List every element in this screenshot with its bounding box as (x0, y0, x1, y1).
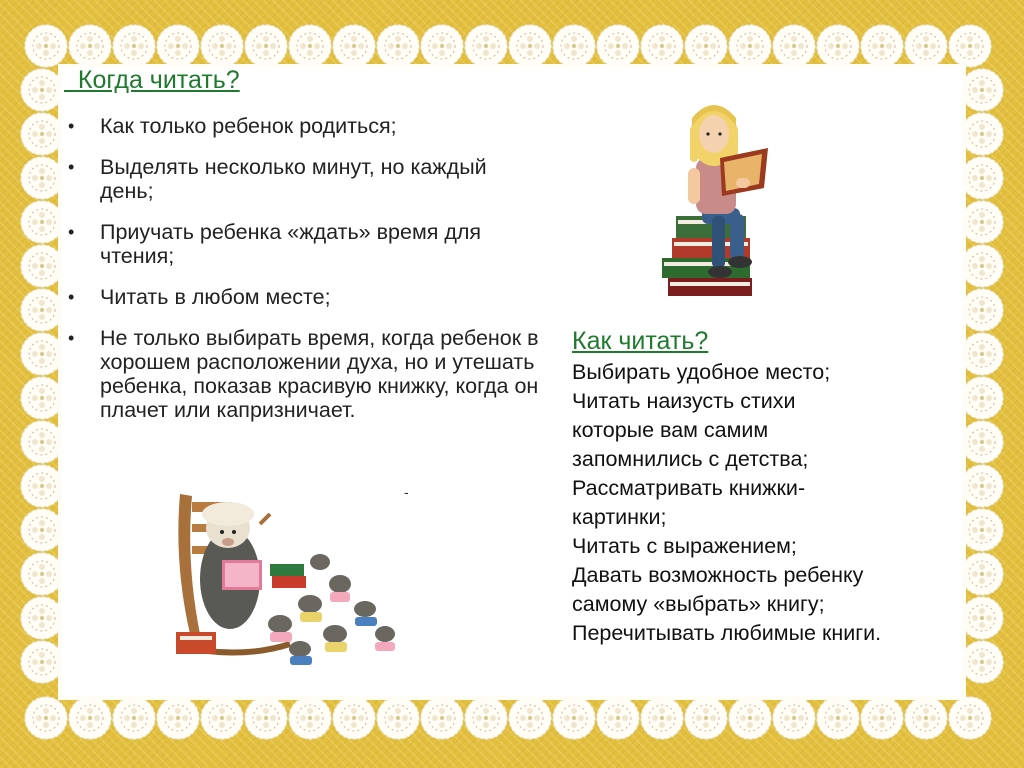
lace-doily (21, 377, 63, 419)
lace-doily (157, 25, 199, 67)
list-item: самому «выбрать» книгу; (572, 592, 825, 616)
lace-doily (861, 697, 903, 739)
lace-doily (465, 697, 507, 739)
lace-doily (597, 25, 639, 67)
bullet-icon: • (68, 157, 75, 177)
lace-doily (509, 697, 551, 739)
lace-doily (25, 697, 67, 739)
lace-doily (69, 697, 111, 739)
lace-doily (961, 113, 1003, 155)
lace-doily (553, 25, 595, 67)
when-to-read-list (66, 114, 546, 439)
lace-doily (245, 25, 287, 67)
lace-doily (961, 333, 1003, 375)
lace-doily (21, 465, 63, 507)
lace-doily (289, 25, 331, 67)
bullet-icon: • (68, 222, 75, 242)
lace-doily (949, 697, 991, 739)
lace-doily (961, 245, 1003, 287)
lace-doily (509, 25, 551, 67)
list-item: запомнились с детства; (572, 447, 809, 471)
lace-doily (157, 697, 199, 739)
lace-doily (21, 157, 63, 199)
lace-doily (113, 25, 155, 67)
lace-doily (597, 697, 639, 739)
how-to-read-list (572, 358, 952, 648)
lace-doily (961, 201, 1003, 243)
lace-doily (333, 697, 375, 739)
lace-doily (773, 697, 815, 739)
lace-doily (21, 289, 63, 331)
list-item: • Читать в любом месте; (68, 285, 331, 309)
list-item: • Выделять несколько минут, но каждый день; (68, 155, 487, 203)
lace-doily (905, 25, 947, 67)
list-item: Читать с выражением; (572, 534, 797, 558)
lace-doily (961, 641, 1003, 683)
list-item: • Как только ребенок родиться; (68, 114, 397, 138)
list-item: которые вам самим (572, 418, 769, 442)
lace-doily (21, 509, 63, 551)
lace-doily (729, 25, 771, 67)
lace-doily (685, 697, 727, 739)
lace-doily (961, 157, 1003, 199)
lace-doily (289, 697, 331, 739)
lace-doily (201, 25, 243, 67)
list-item: • Не только выбирать время, когда ребенок в хорошем расположении духа, но и утешать ребенка, показав красивую книжку, когда он плачет или капризничает. (68, 326, 539, 422)
lace-doily (21, 421, 63, 463)
lace-doily (861, 25, 903, 67)
lace-doily (21, 597, 63, 639)
lace-doily (421, 697, 463, 739)
lace-doily (245, 697, 287, 739)
lace-doily (69, 25, 111, 67)
lace-doily (817, 25, 859, 67)
lace-doily (817, 697, 859, 739)
lace-doily (377, 25, 419, 67)
lace-doily (961, 553, 1003, 595)
lace-doily (333, 25, 375, 67)
lace-doily (21, 201, 63, 243)
lace-doily (729, 697, 771, 739)
list-item: картинки; (572, 505, 667, 529)
how-to-read-heading: Как читать? (572, 327, 709, 355)
lace-doily (641, 697, 683, 739)
lace-doily (949, 25, 991, 67)
lace-doily (553, 697, 595, 739)
lace-doily (113, 697, 155, 739)
lace-doily (201, 697, 243, 739)
lace-doily (685, 25, 727, 67)
lace-doily (21, 553, 63, 595)
lace-doily (961, 421, 1003, 463)
lace-doily (421, 25, 463, 67)
lace-doily (905, 697, 947, 739)
lace-doily (21, 641, 63, 683)
bullet-icon: • (68, 328, 75, 348)
lace-doily (961, 465, 1003, 507)
list-item: • Приучать ребенка «ждать» время для чтения; (68, 220, 482, 268)
lace-doily (961, 377, 1003, 419)
list-item: Давать возможность ребенку (572, 563, 864, 587)
lace-doily (21, 245, 63, 287)
lace-doily (25, 25, 67, 67)
stray-dash: - (404, 484, 409, 500)
lace-doily (21, 69, 63, 111)
lace-doily (465, 25, 507, 67)
bullet-icon: • (68, 287, 75, 307)
lace-doily (21, 113, 63, 155)
lace-doily (961, 509, 1003, 551)
lace-doily (641, 25, 683, 67)
list-item: Рассматривать книжки- (572, 476, 806, 500)
girl-reading-on-books-icon (650, 96, 780, 306)
lace-doily (377, 697, 419, 739)
when-to-read-heading: Когда читать? (77, 66, 240, 94)
old-lady-reading-to-mice-icon (170, 484, 415, 674)
list-item: Выбирать удобное место; (572, 360, 831, 384)
lace-doily (961, 69, 1003, 111)
list-item: Читать наизусть стихи (572, 389, 796, 413)
lace-doily (21, 333, 63, 375)
list-item: Перечитывать любимые книги. (572, 621, 882, 645)
bullet-icon: • (68, 116, 75, 136)
lace-doily (961, 597, 1003, 639)
lace-doily (773, 25, 815, 67)
lace-doily (961, 289, 1003, 331)
